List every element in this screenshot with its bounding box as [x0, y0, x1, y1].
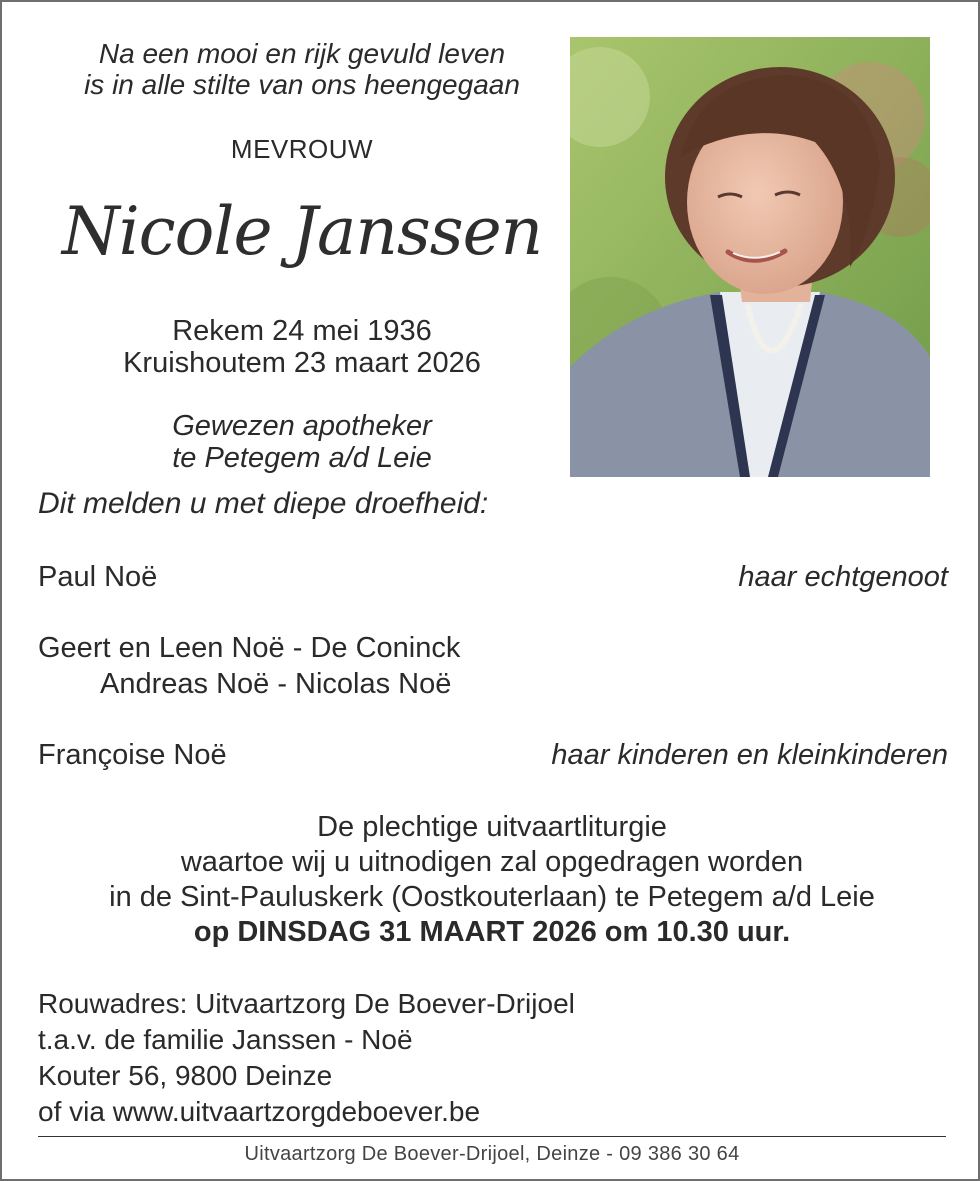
child-2-name: Françoise Noë — [38, 739, 227, 771]
deceased-name: Nicole Janssen — [61, 193, 543, 270]
death-date: Kruishoutem 23 maart 2026 — [123, 347, 481, 379]
footer-text: Uitvaartzorg De Boever-Drijoel, Deinze - 09 386 30 64 — [244, 1143, 740, 1165]
address-line-1: Rouwadres: Uitvaartzorg De Boever-Drijoel — [38, 988, 575, 1019]
intro-line-2: is in alle stilte van ons heengegaan — [84, 69, 520, 100]
birth-date: Rekem 24 mei 1936 — [172, 315, 432, 347]
title-prefix: MEVROUW — [230, 134, 374, 164]
address-block — [38, 986, 575, 1130]
family-row-spouse — [38, 559, 948, 595]
portrait-image — [570, 37, 930, 477]
footer-divider — [38, 1136, 946, 1137]
dates-block — [42, 315, 562, 379]
address-line-4: of via www.uitvaartzorgdeboever.be — [38, 1096, 481, 1127]
spouse-name: Paul Noë — [38, 561, 158, 593]
grandchildren-names: Andreas Noë - Nicolas Noë — [100, 668, 452, 700]
child-1-name: Geert en Leen Noë - De Coninck — [38, 632, 461, 664]
family-row-child-1 — [38, 630, 948, 666]
occupation-block — [42, 410, 562, 474]
ceremony-block — [32, 810, 952, 950]
occupation-line-1: Gewezen apotheker — [172, 410, 432, 442]
address-line-3: Kouter 56, 9800 Deinze — [38, 1060, 333, 1091]
children-role: haar kinderen en kleinkinderen — [551, 739, 948, 771]
ceremony-line-3: in de Sint-Pauluskerk (Oostkouterlaan) te Petegem a/d Leie — [109, 881, 875, 913]
ceremony-line-1: De plechtige uitvaartliturgie — [317, 811, 667, 843]
family-row-child-2 — [38, 737, 948, 773]
ceremony-line-2: waartoe wij u uitnodigen zal opgedragen worden — [180, 846, 804, 878]
occupation-line-2: te Petegem a/d Leie — [172, 442, 432, 474]
intro-text — [42, 38, 562, 100]
ceremony-date: op DINSDAG 31 MAART 2026 om 10.30 uur. — [193, 916, 791, 948]
spouse-role: haar echtgenoot — [738, 561, 948, 593]
intro-line-1: Na een mooi en rijk gevuld leven — [98, 38, 506, 69]
portrait-photo — [570, 37, 930, 477]
address-line-2: t.a.v. de familie Janssen - Noë — [38, 1024, 413, 1055]
announcement-text: Dit melden u met diepe droefheid: — [38, 487, 489, 520]
